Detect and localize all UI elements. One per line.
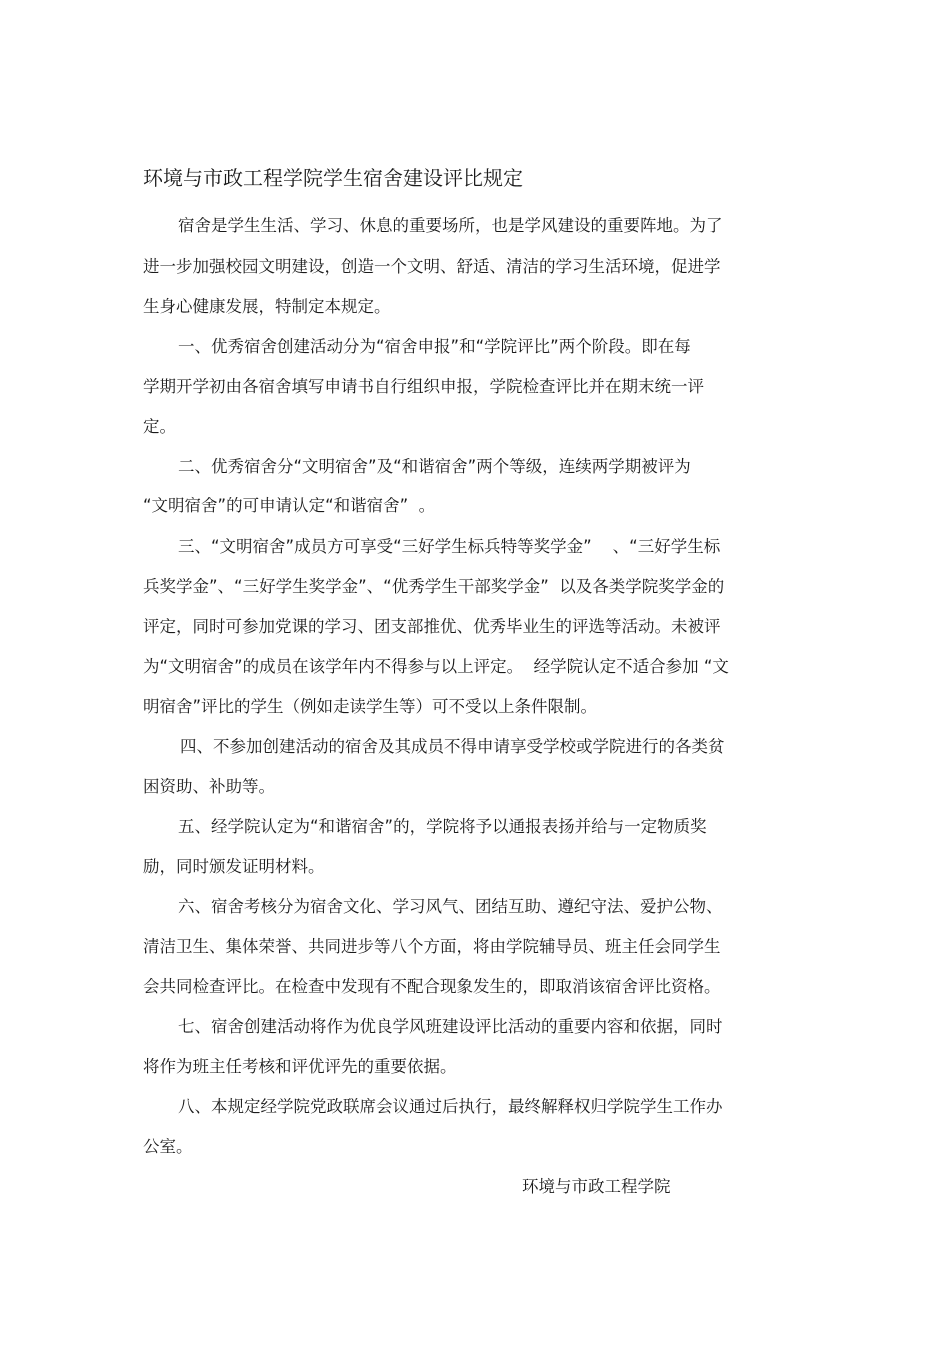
document-title: 环境与市政工程学院学生宿舍建设评比规定 xyxy=(143,166,523,190)
text-line: 明宿舍”评比的学生（例如走读学生等）可不受以上条件限制。 xyxy=(143,697,598,716)
text-line: 会共同检查评比。在检查中发现有不配合现象发生的，即取消该宿舍评比资格。 xyxy=(143,977,721,996)
text-line: 兵奖学金”、“三好学生奖学金”、“优秀学生干部奖学金” 以及各类学院奖学金的 xyxy=(143,577,725,596)
text-line: 二、优秀宿舍分“文明宿舍”及“和谐宿舍”两个等级，连续两学期被评为 xyxy=(178,457,691,476)
text-line: 困资助、补助等。 xyxy=(143,777,275,796)
text-line: 清洁卫生、集体荣誉、共同进步等八个方面，将由学院辅导员、班主任会同学生 xyxy=(143,937,721,956)
text-line: 学期开学初由各宿舍填写申请书自行组织申报，学院检查评比并在期末统一评 xyxy=(143,377,704,396)
text-line: 一、优秀宿舍创建活动分为“宿舍申报”和“学院评比”两个阶段。即在每 xyxy=(178,337,691,356)
text-line: 五、经学院认定为“和谐宿舍”的，学院将予以通报表扬并给与一定物质奖 xyxy=(178,817,707,836)
text-line: 四、不参加创建活动的宿舍及其成员不得申请享受学校或学院进行的各类贫 xyxy=(180,737,725,756)
text-line: 生身心健康发展，特制定本规定。 xyxy=(143,297,391,316)
signature: 环境与市政工程学院 xyxy=(522,1177,671,1196)
text-line: “文明宿舍”的可申请认定“和谐宿舍” 。 xyxy=(143,496,436,515)
text-line: 为“文明宿舍”的成员在该学年内不得参与以上评定。 经学院认定不适合参加 “文 xyxy=(143,657,729,676)
text-line: 七、宿舍创建活动将作为优良学风班建设评比活动的重要内容和依据，同时 xyxy=(178,1017,723,1036)
text-line: 六、宿舍考核分为宿舍文化、学习风气、团结互助、遵纪守法、爱护公物、 xyxy=(178,897,723,916)
text-line: 进一步加强校园文明建设，创造一个文明、舒适、清洁的学习生活环境，促进学 xyxy=(143,257,721,276)
text-line: 宿舍是学生生活、学习、休息的重要场所，也是学风建设的重要阵地。为了 xyxy=(178,216,723,235)
text-line: 评定，同时可参加党课的学习、团支部推优、优秀毕业生的评选等活动。未被评 xyxy=(143,617,721,636)
text-line: 励，同时颁发证明材料。 xyxy=(143,857,325,876)
text-line: 公室。 xyxy=(143,1137,193,1156)
text-line: 八、本规定经学院党政联席会议通过后执行，最终解释权归学院学生工作办 xyxy=(178,1097,723,1116)
text-line: 三、“文明宿舍”成员方可享受“三好学生标兵特等奖学金” 、“三好学生标 xyxy=(178,537,721,556)
text-line: 定。 xyxy=(143,417,176,436)
text-line: 将作为班主任考核和评优评先的重要依据。 xyxy=(143,1057,457,1076)
